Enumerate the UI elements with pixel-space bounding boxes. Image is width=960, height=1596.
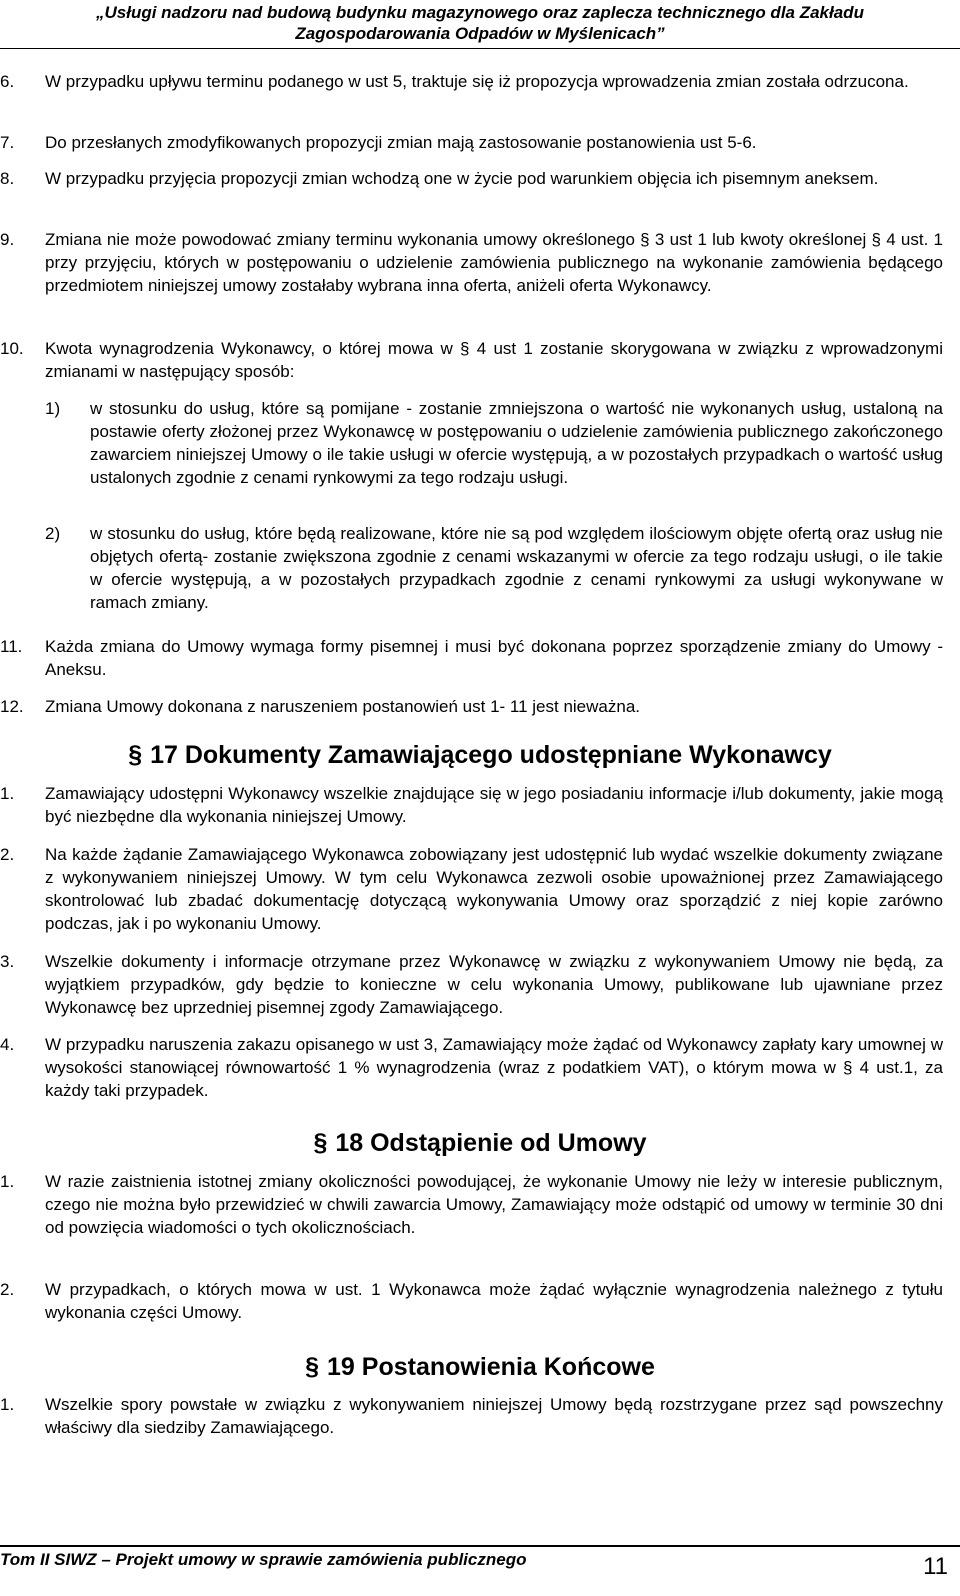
sub-list-item-2 xyxy=(45,522,943,614)
list-item-8 xyxy=(0,167,943,190)
sub-item-number: 1) xyxy=(45,399,61,418)
item-number: 10. xyxy=(0,339,24,358)
header-line-2: Zagospodarowania Odpadów w Myślenicach” xyxy=(295,24,665,43)
item-number: 12. xyxy=(0,697,24,716)
item-number: 1. xyxy=(0,1172,15,1191)
section-17-item-1 xyxy=(0,782,943,828)
list-item-9 xyxy=(0,228,943,297)
item-text: Na każde żądanie Zamawiającego Wykonawca zobowiązany jest udostępnić lub wydać wszelkie dokumenty związane z wykonywaniem niniejszej Umowy. W tym celu Wykonawca zezwoli osobie upoważnionej przez Zamawiającego skontrolować lub zbadać dokumentację dotyczącą wykonywania Umowy oraz sporządzić z niej kopie zarówno podczas, jak i po wykonaniu Umowy. xyxy=(45,845,943,933)
section-18-heading xyxy=(0,1128,960,1158)
item-text: Kwota wynagrodzenia Wykonawcy, o której mowa w § 4 ust 1 zostanie skorygowana w związku z wprowadzonymi zmianami w następujący sposób: xyxy=(45,339,943,381)
item-text: Do przesłanych zmodyfikowanych propozycji zmian mają zastosowanie postanowienia ust 5-6. xyxy=(45,133,757,152)
document-header xyxy=(0,2,960,44)
list-item-12 xyxy=(0,695,943,718)
item-number: 4. xyxy=(0,1035,15,1054)
section-17-item-3 xyxy=(0,950,943,1019)
item-text: Zamawiający udostępni Wykonawcy wszelkie znajdujące się w jego posiadaniu informacje i/lub dokumenty, jakie mogą być niezbędne dla wykonania niniejszej Umowy. xyxy=(45,784,943,826)
header-line-1: „Usługi nadzoru nad budową budynku magazynowego oraz zaplecza technicznego dla Zakładu xyxy=(96,3,864,22)
list-item-7 xyxy=(0,131,943,154)
section-18-item-2 xyxy=(0,1278,943,1324)
item-text: Zmiana nie może powodować zmiany terminu wykonania umowy określonego § 3 ust 1 lub kwoty określonej § 4 ust. 1 przy przyjęciu, których w postępowaniu o udzielenie zamówienia publicznego na wykonanie zamówienia będącego przedmiotem niniejszej umowy zostałaby wybrana inna oferta, aniżeli oferta Wykonawcy. xyxy=(45,230,943,295)
list-item-10 xyxy=(0,337,943,383)
sub-item-text: w stosunku do usług, które będą realizowane, które nie są pod względem ilościowym objęte ofertą oraz usług nie objętych ofertą- zostanie zwiększona zgodnie z cenami wskazanymi w ofercie za tego rodzaju usługi, o ile takie w ofercie występują, a w pozostałych przypadkach zgodnie z cenami rynkowymi za usługi wykonywane w ramach zmiany. xyxy=(90,524,943,612)
item-text: W razie zaistnienia istotnej zmiany okoliczności powodującej, że wykonanie Umowy nie leży w interesie publicznym, czego nie można było przewidzieć w chwili zawarcia Umowy, Zamawiający może odstąpić od umowy w terminie 30 dni od powzięcia wiadomości o tych okolicznościach. xyxy=(45,1172,943,1237)
page-number: 11 xyxy=(923,1553,948,1580)
item-number: 2. xyxy=(0,1280,15,1299)
item-text: Zmiana Umowy dokonana z naruszeniem postanowień ust 1- 11 jest nieważna. xyxy=(45,697,640,716)
item-text: W przypadku przyjęcia propozycji zmian wchodzą one w życie pod warunkiem objęcia ich pisemnym aneksem. xyxy=(45,169,879,188)
section-mark-icon: § xyxy=(313,1129,328,1157)
item-text: W przypadkach, o których mowa w ust. 1 Wykonawca może żądać wyłącznie wynagrodzenia należnego z tytułu wykonania części Umowy. xyxy=(45,1280,943,1322)
item-text: Wszelkie dokumenty i informacje otrzymane przez Wykonawcę w związku z wykonywaniem Umowy nie będą, za wyjątkiem przypadków, gdy będzie to konieczne w celu wykonania Umowy, publikowane lub ujawniane przez Wykonawcę bez uprzedniej pisemnej zgody Zamawiającego. xyxy=(45,952,943,1017)
section-17-item-4 xyxy=(0,1033,943,1102)
footer-divider xyxy=(0,1545,960,1547)
item-number: 1. xyxy=(0,1395,15,1414)
item-text: Każda zmiana do Umowy wymaga formy pisemnej i musi być dokonana poprzez sporządzenie zmiany do Umowy - Aneksu. xyxy=(45,637,943,679)
item-number: 2. xyxy=(0,845,15,864)
section-mark-icon: § xyxy=(128,741,143,769)
item-number: 7. xyxy=(0,133,15,152)
list-item-11 xyxy=(0,635,943,681)
section-17-item-2 xyxy=(0,843,943,935)
item-number: 9. xyxy=(0,230,15,249)
section-17-heading xyxy=(0,740,960,770)
section-mark-icon: § xyxy=(305,1353,320,1381)
item-number: 6. xyxy=(0,72,15,91)
section-19-item-1 xyxy=(0,1393,943,1439)
item-text: W przypadku upływu terminu podanego w ust 5, traktuje się iż propozycja wprowadzenia zmian została odrzucona. xyxy=(45,72,909,91)
item-text: Wszelkie spory powstałe w związku z wykonywaniem niniejszej Umowy będą rozstrzygane przez sąd powszechny właściwy dla siedziby Zamawiającego. xyxy=(45,1395,943,1437)
item-number: 1. xyxy=(0,784,15,803)
section-title-text: 17 Dokumenty Zamawiającego udostępniane Wykonawcy xyxy=(150,741,832,769)
header-divider xyxy=(0,48,960,49)
list-item-6 xyxy=(0,70,943,93)
sub-item-number: 2) xyxy=(45,524,61,543)
footer-text: Tom II SIWZ – Projekt umowy w sprawie zamówienia publicznego xyxy=(0,1550,527,1569)
item-text: W przypadku naruszenia zakazu opisanego w ust 3, Zamawiający może żądać od Wykonawcy zapłaty kary umownej w wysokości stanowiącej równowartość 1 % wynagrodzenia (wraz z podatkiem VAT), o którym mowa w § 4 ust.1, za każdy taki przypadek. xyxy=(45,1035,943,1100)
item-number: 8. xyxy=(0,169,15,188)
item-number: 11. xyxy=(0,637,23,656)
item-number: 3. xyxy=(0,952,15,971)
sub-item-text: w stosunku do usług, które są pomijane - zostanie zmniejszona o wartość nie wykonanych usług, ustaloną na postawie oferty złożonej przez Wykonawcę w postępowaniu o udzielenie zamówienia publicznego zakończonego zawarciem niniejszej Umowy o ile takie usługi w ofercie występują, a w pozostałych przypadkach o wartość usług ustalonych zgodnie z cenami rynkowymi za tego rodzaju usługi. xyxy=(90,399,943,487)
section-title-text: 19 Postanowienia Końcowe xyxy=(327,1353,655,1381)
section-19-heading xyxy=(0,1352,960,1382)
section-18-item-1 xyxy=(0,1170,943,1239)
sub-list-item-1 xyxy=(45,397,943,489)
section-title-text: 18 Odstąpienie od Umowy xyxy=(335,1129,647,1157)
